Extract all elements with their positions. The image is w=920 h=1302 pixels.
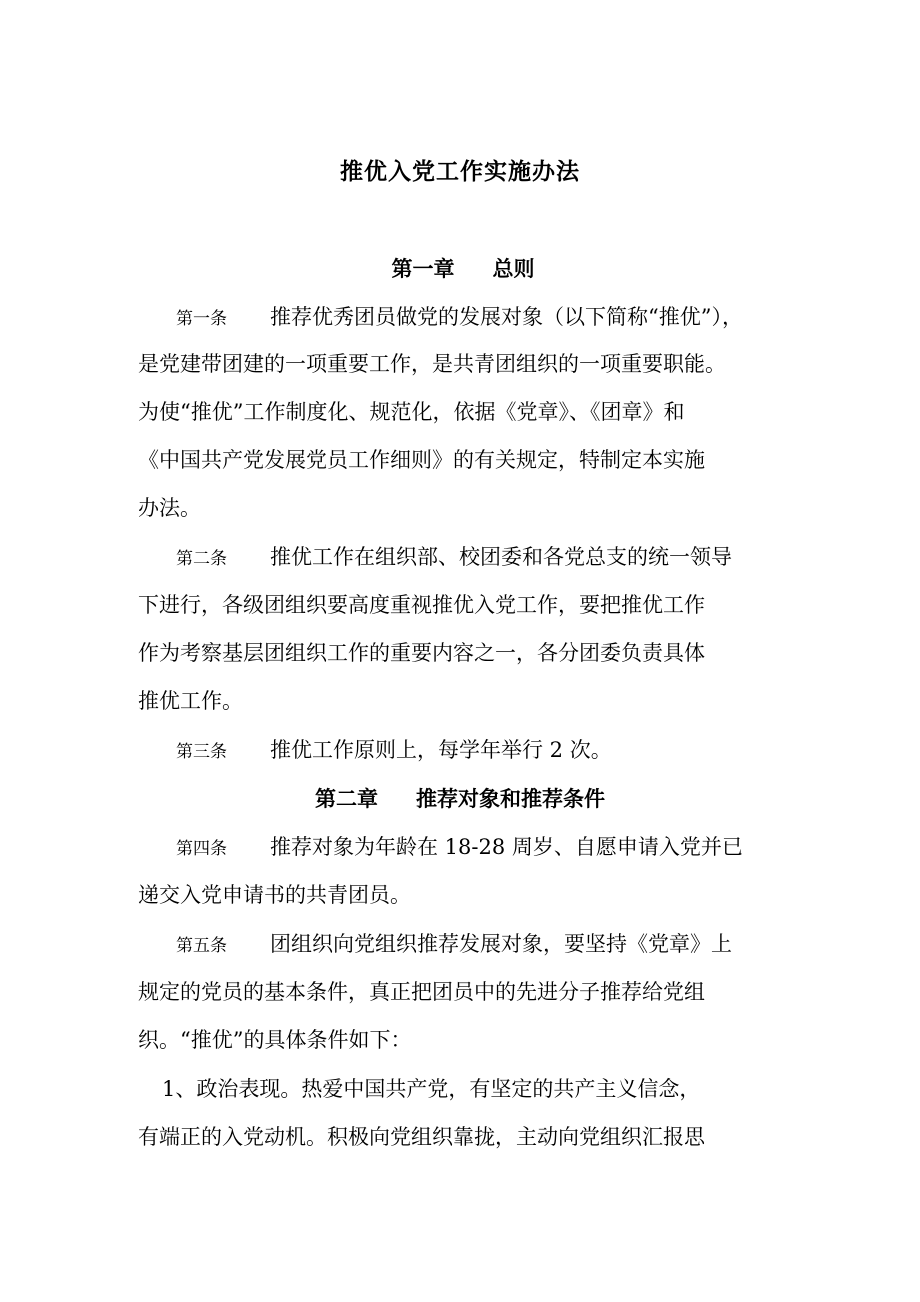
article-5-line-3: 织。“推优”的具体条件如下： xyxy=(138,1028,412,1052)
article-1-text-1: 推荐优秀团员做党的发展对象（以下简称“推优”）， xyxy=(270,305,743,329)
article-5-line-1 xyxy=(138,928,732,962)
chapter-2-label: 第二章 xyxy=(315,787,378,811)
condition-1-line-1 xyxy=(138,1073,700,1105)
article-4-label: 第四条 xyxy=(176,839,227,859)
article-2-line-2: 下进行，各级团组织要高度重视推优入党工作，要把推优工作 xyxy=(138,593,705,617)
article-1-line-5: 办法。 xyxy=(138,496,201,520)
article-3-label: 第三条 xyxy=(176,742,227,762)
article-4-text-1: 推荐对象为年龄在 18-28 周岁、自愿申请入党并已 xyxy=(270,835,743,859)
chapter-2-name: 推荐对象和推荐条件 xyxy=(416,787,605,811)
article-5-line-2: 规定的党员的基本条件，真正把团员中的先进分子推荐给党组 xyxy=(138,980,705,1004)
article-2-line-3: 作为考察基层团组织工作的重要内容之一，各分团委负责具体 xyxy=(138,641,705,665)
article-5-text-1: 团组织向党组织推荐发展对象，要坚持《党章》上 xyxy=(270,932,732,956)
condition-1-text-1: 政治表现。热爱中国共产党，有坚定的共产主义信念， xyxy=(196,1077,701,1101)
article-2-text-1: 推优工作在组织部、校团委和各党总支的统一领导 xyxy=(270,545,732,569)
article-3-line-1 xyxy=(138,734,612,768)
article-4-line-2: 递交入党申请书的共青团员。 xyxy=(138,883,411,907)
article-1-line-3: 为使“推优”工作制度化、规范化，依据《党章》、《团章》和 xyxy=(138,400,685,424)
condition-1-number: 1、 xyxy=(162,1077,197,1101)
article-1-line-2: 是党建带团建的一项重要工作，是共青团组织的一项重要职能。 xyxy=(138,352,726,376)
article-3-text-1: 推优工作原则上，每学年举行 2 次。 xyxy=(270,738,612,762)
article-2-line-1 xyxy=(138,541,732,575)
article-4-line-1 xyxy=(138,831,743,865)
chapter-1-name: 总则 xyxy=(492,257,535,281)
condition-1-line-2: 有端正的入党动机。积极向党组织靠拢，主动向党组织汇报思 xyxy=(138,1125,705,1149)
article-2-label: 第二条 xyxy=(176,549,227,569)
document-title: 推优入党工作实施办法 xyxy=(340,159,580,185)
article-1-line-1 xyxy=(138,301,743,335)
article-1-line-4: 《中国共产党发展党员工作细则》的有关规定，特制定本实施 xyxy=(138,448,705,472)
chapter-2-heading xyxy=(0,783,920,815)
article-2-line-4: 推优工作。 xyxy=(138,689,243,713)
chapter-1-label: 第一章 xyxy=(391,257,455,281)
article-5-label: 第五条 xyxy=(176,936,227,956)
article-1-label: 第一条 xyxy=(176,309,227,329)
chapter-1-heading xyxy=(3,253,920,285)
